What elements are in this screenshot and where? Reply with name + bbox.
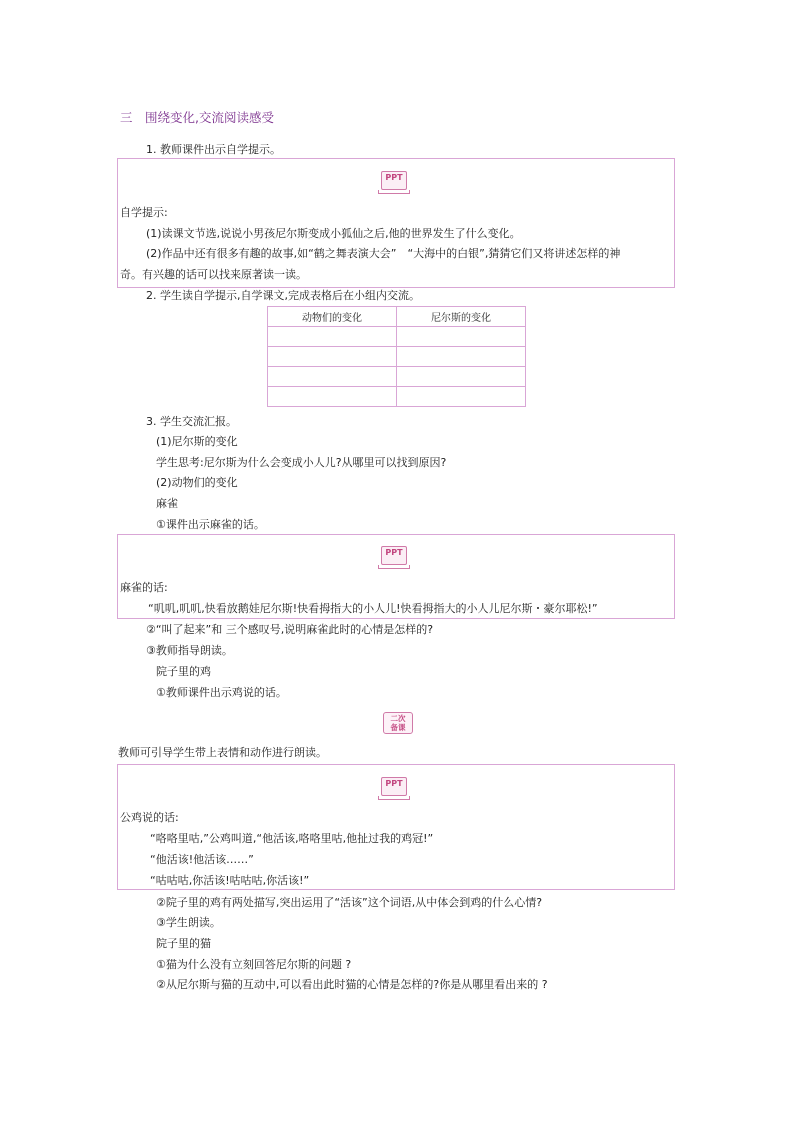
body-line: ①课件出示麻雀的话。 [156, 518, 265, 531]
ppt-box-self-study [117, 158, 675, 288]
table-header-row [268, 307, 526, 327]
body-line: ②院子里的鸡有两处描写,突出运用了“活该”这个词语,从中体会到鸡的什么心情? [156, 896, 543, 909]
table-header-nils: 尼尔斯的变化 [397, 307, 526, 327]
changes-table [267, 306, 526, 407]
table-cell[interactable] [397, 387, 526, 407]
body-line: 学生思考:尼尔斯为什么会变成小人儿?从哪里可以找到原因? [156, 456, 447, 469]
ppt-icon: PPT [381, 171, 407, 190]
box-heading: 公鸡说的话: [120, 811, 179, 824]
badge-line: 备课 [390, 723, 406, 732]
body-line: ③学生朗读。 [156, 916, 221, 929]
body-line: 麻雀 [156, 497, 178, 510]
table-header-animals: 动物们的变化 [268, 307, 397, 327]
ppt-box-rooster [117, 764, 675, 890]
body-line: (2)动物们的变化 [156, 476, 238, 489]
body-line: ①猫为什么没有立刻回答尼尔斯的问题 ? [156, 958, 352, 971]
table-cell[interactable] [268, 367, 397, 387]
box-line: (1)读课文节选,说说小男孩尼尔斯变成小狐仙之后,他的世界发生了什么变化。 [146, 227, 521, 240]
step-2: 2. 学生读自学提示,自学课文,完成表格后在小组内交流。 [146, 289, 420, 302]
box-line: “咕咕咕,你活该!咕咕咕,你活该!” [150, 874, 310, 887]
body-line: ①教师课件出示鸡说的话。 [156, 686, 287, 699]
step-1: 1. 教师课件出示自学提示。 [146, 143, 281, 156]
table-cell[interactable] [397, 367, 526, 387]
table-cell[interactable] [397, 347, 526, 367]
section-title: 三 围绕变化,交流阅读感受 [120, 110, 274, 125]
badge-line: 二次 [390, 714, 406, 723]
body-line: (1)尼尔斯的变化 [156, 435, 238, 448]
box-line: 奇。有兴趣的话可以找来原著读一读。 [120, 268, 307, 281]
box-line: (2)作品中还有很多有趣的故事,如“鹤之舞表演大会” “大海中的白银”,猜猜它们又将讲述怎样的神 [146, 247, 621, 260]
box-line: “他活该!他活该……” [150, 853, 254, 866]
box-line: “叽叽,叽叽,快看放鹅娃尼尔斯!快看拇指大的小人儿!快看拇指大的小人儿尼尔斯・豪尔耶松!” [148, 602, 598, 615]
body-line: ②从尼尔斯与猫的互动中,可以看出此时猫的心情是怎样的?你是从哪里看出来的 ? [156, 978, 548, 991]
box-heading: 麻雀的话: [120, 581, 168, 594]
table-cell[interactable] [268, 327, 397, 347]
body-line: ②“叫了起来”和 三个感叹号,说明麻雀此时的心情是怎样的? [146, 623, 434, 636]
ppt-icon: PPT [381, 777, 407, 796]
ppt-icon: PPT [381, 546, 407, 565]
second-prep-badge-icon [383, 712, 413, 734]
teacher-note: 教师可引导学生带上表情和动作进行朗读。 [118, 746, 327, 759]
table-cell[interactable] [268, 387, 397, 407]
table-cell[interactable] [268, 347, 397, 367]
table-row [268, 347, 526, 367]
body-line: 院子里的猫 [156, 937, 211, 950]
table-row [268, 327, 526, 347]
step-3: 3. 学生交流汇报。 [146, 415, 237, 428]
table-row [268, 367, 526, 387]
ppt-box-sparrow [117, 534, 675, 619]
box-line: “咯咯里咕,”公鸡叫道,“他活该,咯咯里咕,他扯过我的鸡冠!” [150, 832, 434, 845]
body-line: ③教师指导朗读。 [146, 644, 233, 657]
body-line: 院子里的鸡 [156, 665, 211, 678]
table-cell[interactable] [397, 327, 526, 347]
box-heading: 自学提示: [120, 206, 168, 219]
table-row [268, 387, 526, 407]
